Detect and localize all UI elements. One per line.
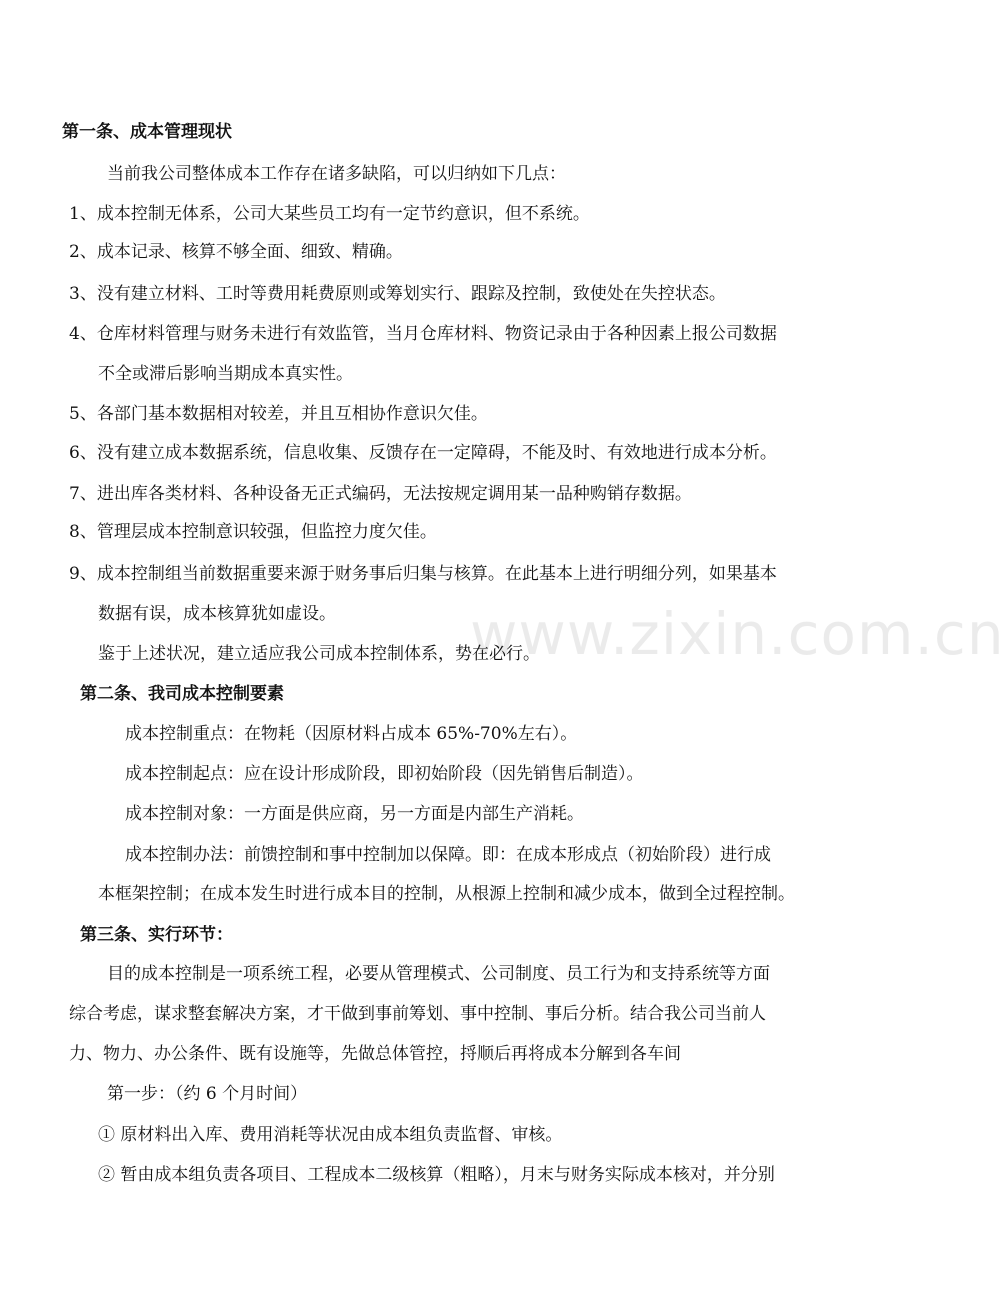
watermark: www.zixin.com.cn bbox=[470, 600, 1005, 668]
list-item-continuation: 数据有误，成本核算犹如虚设。 bbox=[98, 604, 336, 624]
paragraph-line: 成本控制办法：前馈控制和事中控制加以保障。即：在成本形成点（初始阶段）进行成 bbox=[125, 845, 771, 865]
list-item: 4、仓库材料管理与财务未进行有效监管，当月仓库材料、物资记录由于各种因素上报公司数据 bbox=[69, 324, 777, 344]
list-item: 7、进出库各类材料、各种设备无正式编码，无法按规定调用某一品种购销存数据。 bbox=[69, 484, 692, 504]
list-item: 8、管理层成本控制意识较强，但监控力度欠佳。 bbox=[69, 522, 437, 542]
list-item: 6、没有建立成本数据系统，信息收集、反馈存在一定障碍，不能及时、有效地进行成本分析。 bbox=[69, 443, 777, 463]
list-item-continuation: 不全或滞后影响当期成本真实性。 bbox=[98, 364, 353, 384]
section-1-conclusion: 鉴于上述状况，建立适应我公司成本控制体系，势在必行。 bbox=[98, 644, 540, 664]
list-item: 2、成本记录、核算不够全面、细致、精确。 bbox=[69, 242, 403, 262]
section-1-intro: 当前我公司整体成本工作存在诸多缺陷，可以归纳如下几点： bbox=[107, 164, 566, 184]
list-item: 3、没有建立材料、工时等费用耗费原则或筹划实行、跟踪及控制，致使处在失控状态。 bbox=[69, 284, 726, 304]
section-2-title: 第二条、我司成本控制要素 bbox=[80, 684, 284, 704]
paragraph-line: 本框架控制；在成本发生时进行成本目的控制，从根源上控制和减少成本，做到全过程控制。 bbox=[98, 884, 795, 904]
step-item: ① 原材料出入库、费用消耗等状况由成本组负责监督、审核。 bbox=[98, 1125, 563, 1145]
list-item: 1、成本控制无体系，公司大某些员工均有一定节约意识，但不系统。 bbox=[69, 204, 590, 224]
paragraph-line: 力、物力、办公条件、既有设施等，先做总体管控，捋顺后再将成本分解到各车间 bbox=[69, 1044, 681, 1064]
section-3-title: 第三条、实行环节： bbox=[80, 925, 233, 945]
section-1-title: 第一条、成本管理现状 bbox=[62, 122, 232, 142]
step-item: ② 暂由成本组负责各项目、工程成本二级核算（粗略），月末与财务实际成本核对，并分别 bbox=[98, 1165, 775, 1185]
paragraph-line: 成本控制起点：应在设计形成阶段，即初始阶段（因先销售后制造）。 bbox=[125, 764, 644, 784]
paragraph-line: 综合考虑，谋求整套解决方案，才干做到事前筹划、事中控制、事后分析。结合我公司当前人 bbox=[69, 1004, 766, 1024]
paragraph-line: 目的成本控制是一项系统工程，必要从管理模式、公司制度、员工行为和支持系统等方面 bbox=[107, 964, 770, 984]
list-item: 9、成本控制组当前数据重要来源于财务事后归集与核算。在此基本上进行明细分列，如果基本 bbox=[69, 564, 777, 584]
step-title: 第一步：（约 6 个月时间） bbox=[107, 1084, 308, 1104]
list-item: 5、各部门基本数据相对较差，并且互相协作意识欠佳。 bbox=[69, 404, 488, 424]
paragraph-line: 成本控制重点：在物耗（因原材料占成本 65%-70%左右）。 bbox=[125, 724, 578, 744]
paragraph-line: 成本控制对象：一方面是供应商，另一方面是内部生产消耗。 bbox=[125, 804, 584, 824]
